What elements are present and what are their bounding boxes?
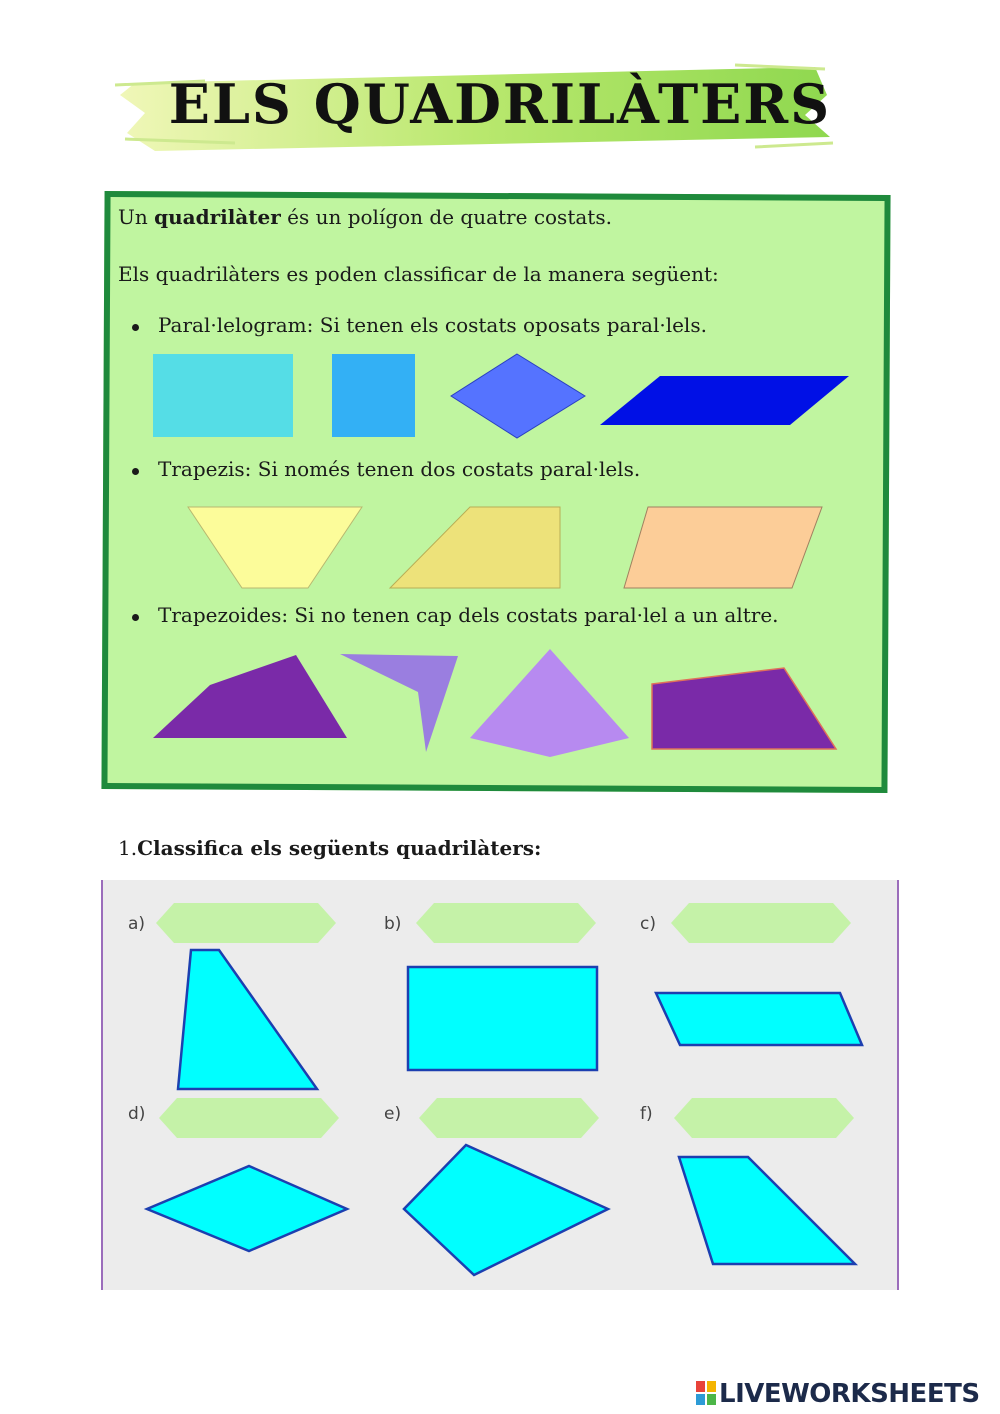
item-label-b: b): [384, 914, 402, 934]
definition-term: quadrilàter: [154, 205, 281, 229]
logo-mark-icon: [696, 1381, 716, 1405]
answer-input-b[interactable]: [416, 903, 596, 943]
exercise-panel: [101, 880, 899, 1290]
item-label-c: c): [640, 914, 656, 934]
item-label-d: d): [128, 1104, 146, 1124]
answer-input-e[interactable]: [419, 1098, 599, 1138]
answer-input-a[interactable]: [156, 903, 336, 943]
answer-input-d[interactable]: [159, 1098, 339, 1138]
answer-input-c[interactable]: [671, 903, 851, 943]
item-label-e: e): [384, 1104, 402, 1124]
liveworksheets-logo: LIVEWORKSHEETS: [696, 1379, 980, 1409]
classification-intro: Els quadrilàters es poden classificar de la manera següent:: [118, 262, 719, 286]
item-label-f: f): [640, 1104, 653, 1124]
item-label-a: a): [128, 914, 146, 934]
exercise-heading: 1.Classifica els següents quadrilàters:: [118, 836, 542, 860]
answer-input-f[interactable]: [674, 1098, 854, 1138]
page-title: ELS QUADRILÀTERS: [168, 72, 832, 136]
definition-text: Un quadrilàter és un polígon de quatre costats.: [118, 205, 612, 229]
